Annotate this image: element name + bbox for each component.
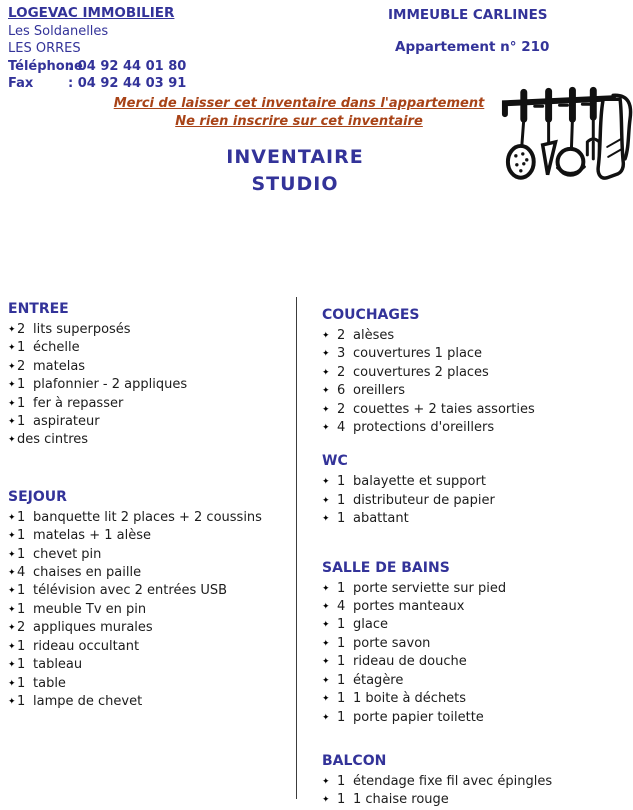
diamond-bullet-icon: ✦ bbox=[322, 620, 330, 631]
inventory-item bbox=[322, 382, 627, 400]
diamond-bullet-icon: ✦ bbox=[8, 604, 16, 615]
inventory-item bbox=[322, 401, 627, 419]
diamond-bullet-icon: ✦ bbox=[8, 549, 16, 560]
notice-line-2: Ne rien inscrire sur cet inventaire bbox=[175, 114, 423, 129]
diamond-bullet-icon: ✦ bbox=[322, 795, 330, 806]
item-quantity: 1 bbox=[17, 583, 26, 599]
section-heading: SEJOUR bbox=[8, 488, 67, 505]
item-label: table bbox=[33, 675, 66, 691]
item-quantity: 1 bbox=[337, 792, 346, 808]
item-label: meuble Tv en pin bbox=[33, 601, 147, 617]
item-quantity: 1 bbox=[337, 773, 346, 789]
item-quantity: 2 bbox=[17, 620, 26, 636]
item-label: chevet pin bbox=[33, 546, 102, 562]
item-label: couvertures 1 place bbox=[353, 346, 483, 362]
inventory-item bbox=[322, 653, 627, 671]
inventory-item bbox=[8, 395, 290, 413]
item-quantity: 1 bbox=[337, 492, 346, 508]
inventory-item bbox=[322, 672, 627, 690]
diamond-bullet-icon: ✦ bbox=[8, 512, 16, 523]
building-name: IMMEUBLE CARLINES bbox=[388, 7, 548, 23]
item-label: des cintres bbox=[17, 432, 89, 448]
inventory-section bbox=[322, 559, 627, 727]
item-label: étagère bbox=[353, 672, 404, 688]
item-label: protections d'oreillers bbox=[353, 420, 495, 436]
inventory-item bbox=[322, 345, 627, 363]
section-heading: COUCHAGES bbox=[322, 307, 420, 323]
item-label: 1 boite à déchets bbox=[353, 691, 467, 707]
inventory-item bbox=[322, 492, 627, 510]
item-quantity: 3 bbox=[337, 346, 346, 362]
inventory-item bbox=[322, 327, 627, 345]
inventory-item bbox=[8, 564, 290, 582]
item-quantity: 1 bbox=[17, 395, 26, 411]
item-quantity: 1 bbox=[337, 580, 346, 596]
diamond-bullet-icon: ✦ bbox=[8, 660, 16, 671]
fax-label: Fax bbox=[8, 76, 34, 92]
section-items bbox=[8, 509, 290, 711]
item-quantity: 1 bbox=[337, 691, 346, 707]
section-items bbox=[322, 327, 627, 437]
agency-name: LOGEVAC IMMOBILIER bbox=[8, 5, 175, 21]
diamond-bullet-icon: ✦ bbox=[322, 423, 330, 434]
item-quantity: 4 bbox=[17, 565, 26, 581]
inventory-item bbox=[322, 580, 627, 598]
inventory-item bbox=[8, 693, 290, 711]
diamond-bullet-icon: ✦ bbox=[8, 343, 16, 354]
diamond-bullet-icon: ✦ bbox=[8, 398, 16, 409]
inventory-item bbox=[8, 546, 290, 564]
item-label: porte savon bbox=[353, 635, 431, 651]
item-label: matelas bbox=[33, 358, 86, 374]
item-quantity: 1 bbox=[337, 511, 346, 527]
item-label: banquette lit 2 places + 2 coussins bbox=[33, 509, 262, 525]
inventory-item bbox=[8, 431, 290, 449]
item-quantity: 1 bbox=[17, 414, 26, 430]
inventory-item bbox=[8, 527, 290, 545]
inventory-item bbox=[322, 364, 627, 382]
diamond-bullet-icon: ✦ bbox=[322, 776, 330, 787]
inventory-item bbox=[322, 473, 627, 491]
fax-number: : 04 92 44 03 91 bbox=[68, 76, 187, 92]
section-items bbox=[8, 321, 290, 450]
diamond-bullet-icon: ✦ bbox=[322, 349, 330, 360]
agency-residence: Les Soldanelles bbox=[8, 23, 109, 39]
diamond-bullet-icon: ✦ bbox=[8, 361, 16, 372]
agency-fax bbox=[8, 75, 186, 93]
section-heading: ENTREE bbox=[8, 301, 69, 317]
inventory-section bbox=[8, 488, 290, 711]
item-label: porte papier toilette bbox=[353, 709, 484, 725]
item-quantity: 1 bbox=[17, 340, 26, 356]
section-items bbox=[322, 773, 627, 810]
diamond-bullet-icon: ✦ bbox=[8, 678, 16, 689]
item-label: glace bbox=[353, 617, 388, 633]
inventory-item bbox=[322, 773, 627, 791]
diamond-bullet-icon: ✦ bbox=[8, 435, 16, 446]
inventory-item bbox=[8, 656, 290, 674]
inventory-item bbox=[322, 791, 627, 809]
item-quantity: 1 bbox=[17, 377, 26, 393]
section-heading: SALLE DE BAINS bbox=[322, 559, 450, 576]
diamond-bullet-icon: ✦ bbox=[322, 657, 330, 668]
agency-city: LES ORRES bbox=[8, 41, 81, 57]
item-quantity: 4 bbox=[337, 599, 346, 615]
diamond-bullet-icon: ✦ bbox=[322, 404, 330, 415]
diamond-bullet-icon: ✦ bbox=[322, 386, 330, 397]
item-quantity: 1 bbox=[17, 509, 26, 525]
item-quantity: 1 bbox=[17, 657, 26, 673]
item-label: matelas + 1 alèse bbox=[33, 528, 151, 544]
item-label: lits superposés bbox=[33, 322, 131, 337]
item-quantity: 1 bbox=[337, 709, 346, 725]
item-quantity: 1 bbox=[337, 617, 346, 633]
inventory-section bbox=[322, 452, 627, 528]
diamond-bullet-icon: ✦ bbox=[8, 531, 16, 542]
item-quantity: 1 bbox=[337, 672, 346, 688]
item-label: oreillers bbox=[353, 383, 405, 399]
column-left bbox=[8, 297, 290, 711]
item-label: plafonnier - 2 appliques bbox=[33, 377, 188, 393]
diamond-bullet-icon: ✦ bbox=[322, 712, 330, 723]
notice-line-1: Merci de laisser cet inventaire dans l'appartement bbox=[113, 96, 485, 111]
inventory-item bbox=[8, 582, 290, 600]
document-title bbox=[0, 144, 590, 198]
item-label: porte serviette sur pied bbox=[353, 580, 507, 596]
item-label: abattant bbox=[353, 511, 409, 527]
diamond-bullet-icon: ✦ bbox=[8, 586, 16, 597]
diamond-bullet-icon: ✦ bbox=[8, 568, 16, 579]
inventory-item bbox=[8, 601, 290, 619]
item-quantity: 1 bbox=[17, 675, 26, 691]
item-label: télévision avec 2 entrées USB bbox=[33, 583, 228, 599]
item-quantity: 1 bbox=[17, 638, 26, 654]
inventory-item bbox=[8, 339, 290, 357]
item-label: étendage fixe fil avec épingles bbox=[353, 773, 553, 789]
agency-block bbox=[8, 5, 186, 93]
inventory-item bbox=[8, 675, 290, 693]
item-label: 1 chaise rouge bbox=[353, 792, 449, 808]
item-label: couvertures 2 places bbox=[353, 364, 489, 380]
item-quantity: 1 bbox=[337, 474, 346, 490]
inventory-section bbox=[8, 300, 290, 450]
inventory-item bbox=[8, 509, 290, 527]
title-line-1: INVENTAIRE bbox=[226, 146, 364, 168]
diamond-bullet-icon: ✦ bbox=[322, 638, 330, 649]
diamond-bullet-icon: ✦ bbox=[8, 380, 16, 391]
item-label: alèses bbox=[353, 328, 395, 343]
inventory-item bbox=[8, 358, 290, 376]
item-quantity: 2 bbox=[17, 358, 26, 374]
diamond-bullet-icon: ✦ bbox=[8, 417, 16, 428]
item-label: lampe de chevet bbox=[33, 693, 143, 709]
item-quantity: 4 bbox=[337, 420, 346, 436]
item-quantity: 1 bbox=[17, 693, 26, 709]
diamond-bullet-icon: ✦ bbox=[322, 675, 330, 686]
item-quantity: 1 bbox=[17, 601, 26, 617]
diamond-bullet-icon: ✦ bbox=[322, 477, 330, 488]
item-label: fer à repasser bbox=[33, 395, 124, 411]
item-label: couettes + 2 taies assorties bbox=[353, 401, 535, 417]
diamond-bullet-icon: ✦ bbox=[322, 583, 330, 594]
diamond-bullet-icon: ✦ bbox=[322, 694, 330, 705]
inventory-item bbox=[8, 638, 290, 656]
item-quantity: 2 bbox=[17, 322, 26, 337]
item-label: distributeur de papier bbox=[353, 492, 495, 508]
item-quantity: 2 bbox=[337, 364, 346, 380]
title-line-2: STUDIO bbox=[251, 173, 339, 195]
inventory-section bbox=[322, 752, 627, 810]
inventory-item bbox=[322, 510, 627, 528]
diamond-bullet-icon: ✦ bbox=[322, 514, 330, 525]
column-right bbox=[322, 297, 627, 810]
item-label: appliques murales bbox=[33, 620, 153, 636]
item-label: rideau occultant bbox=[33, 638, 140, 654]
inventory-item bbox=[322, 709, 627, 727]
inventory-item bbox=[322, 635, 627, 653]
item-label: échelle bbox=[33, 340, 80, 356]
diamond-bullet-icon: ✦ bbox=[8, 641, 16, 652]
item-quantity: 1 bbox=[17, 528, 26, 544]
inventory-item bbox=[8, 376, 290, 394]
phone-number: : 04 92 44 01 80 bbox=[68, 58, 187, 74]
inventory-item bbox=[8, 413, 290, 431]
column-divider bbox=[296, 297, 297, 799]
diamond-bullet-icon: ✦ bbox=[8, 696, 16, 707]
item-label: chaises en paille bbox=[33, 565, 142, 581]
item-quantity: 1 bbox=[337, 654, 346, 670]
inventory-item bbox=[8, 619, 290, 637]
agency-phone bbox=[8, 58, 186, 76]
section-items bbox=[322, 580, 627, 727]
diamond-bullet-icon: ✦ bbox=[8, 325, 16, 335]
diamond-bullet-icon: ✦ bbox=[322, 331, 330, 341]
item-quantity: 1 bbox=[17, 546, 26, 562]
inventory-item bbox=[322, 690, 627, 708]
inventory-item bbox=[8, 321, 290, 339]
apartment-number: Appartement n° 210 bbox=[395, 39, 550, 55]
diamond-bullet-icon: ✦ bbox=[322, 495, 330, 506]
item-quantity: 1 bbox=[337, 635, 346, 651]
item-label: portes manteaux bbox=[353, 599, 465, 615]
diamond-bullet-icon: ✦ bbox=[322, 367, 330, 378]
section-items bbox=[322, 473, 627, 528]
diamond-bullet-icon: ✦ bbox=[322, 602, 330, 613]
inventory-item bbox=[322, 419, 627, 437]
inventory-item bbox=[322, 598, 627, 616]
item-quantity: 2 bbox=[337, 328, 346, 343]
item-quantity: 6 bbox=[337, 383, 346, 399]
item-label: rideau de douche bbox=[353, 654, 467, 670]
section-heading: WC bbox=[322, 453, 348, 470]
inventory-section bbox=[322, 306, 627, 437]
item-label: tableau bbox=[33, 657, 83, 673]
item-quantity: 2 bbox=[337, 401, 346, 417]
section-heading: BALCON bbox=[322, 752, 387, 769]
diamond-bullet-icon: ✦ bbox=[8, 623, 16, 634]
item-label: balayette et support bbox=[353, 474, 486, 490]
inventory-item bbox=[322, 616, 627, 634]
phone-label: Téléphone bbox=[8, 58, 83, 74]
item-label: aspirateur bbox=[33, 414, 100, 430]
